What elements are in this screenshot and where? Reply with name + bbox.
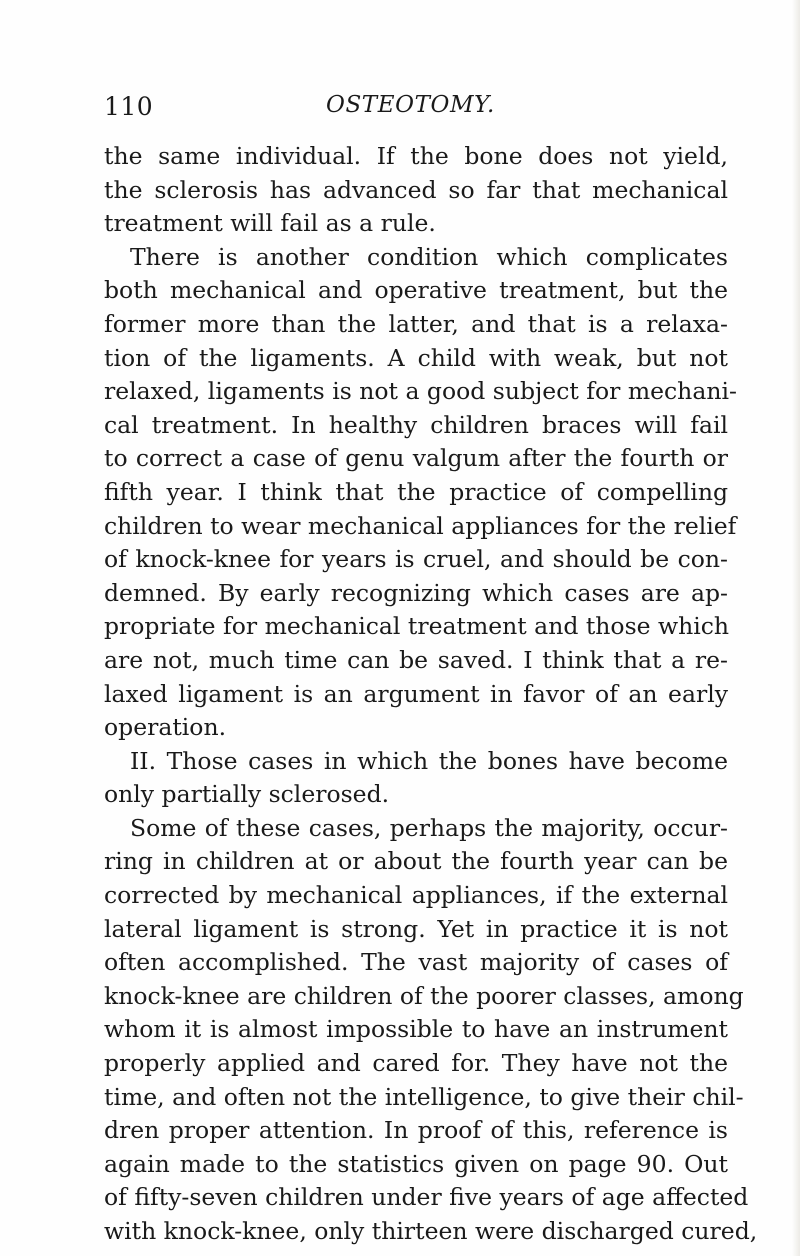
text-line: II. Those cases in which the bones have become: [130, 746, 728, 775]
text-line: operation.: [104, 713, 227, 742]
text-line: relaxed, ligaments is not a good subject for mechani-: [104, 377, 737, 406]
text-line: often accomplished. The vast majority of cases of: [104, 948, 728, 977]
text-line: Some of these cases, perhaps the majority, occur-: [130, 813, 728, 842]
text-line: treatment will fail as a rule.: [104, 209, 436, 238]
page-number: 110: [104, 92, 154, 121]
text-line: are not, much time can be saved. I think that a re-: [104, 645, 728, 674]
text-line: demned. By early recognizing which cases are ap-: [104, 578, 728, 607]
running-title: OSTEOTOMY.: [326, 92, 495, 118]
text-line: time, and often not the intelligence, to give their chil-: [104, 1082, 744, 1111]
text-line: propriate for mechanical treatment and those which: [104, 612, 730, 641]
page-header: [104, 92, 704, 132]
text-line: of knock-knee for years is cruel, and should be con-: [104, 545, 728, 574]
page-edge: [792, 0, 800, 1256]
text-line: tion of the ligaments. A child with weak, but not: [104, 343, 728, 372]
body-text: [104, 140, 758, 1249]
text-line: the sclerosis has advanced so far that mechanical: [104, 175, 728, 204]
text-line: There is another condition which complicates: [130, 242, 728, 271]
text-line: laxed ligament is an argument in favor of an early: [104, 679, 728, 708]
text-line: whom it is almost impossible to have an instrument: [104, 1015, 728, 1044]
text-line: properly applied and cared for. They have not the: [104, 1049, 728, 1078]
text-line: children to wear mechanical appliances for the relief: [104, 511, 737, 540]
text-line: again made to the statistics given on page 90. Out: [104, 1149, 728, 1178]
text-line: with knock-knee, only thirteen were discharged cured,: [104, 1217, 758, 1245]
text-line: to correct a case of genu valgum after the fourth or: [104, 444, 728, 473]
text-line: lateral ligament is strong. Yet in practice it is not: [104, 914, 728, 943]
text-line: ring in children at or about the fourth year can be: [104, 847, 728, 876]
text-line: both mechanical and operative treatment, but the: [104, 276, 728, 305]
text-line: of fifty-seven children under five years of age affected: [104, 1183, 749, 1212]
text-line: knock-knee are children of the poorer classes, among: [104, 981, 744, 1010]
text-line: cal treatment. In healthy children braces will fail: [104, 410, 728, 439]
text-line: only partially sclerosed.: [104, 780, 390, 809]
text-line: fifth year. I think that the practice of compelling: [104, 477, 728, 506]
text-line: former more than the latter, and that is a relaxa-: [104, 309, 728, 338]
text-line: the same individual. If the bone does not yield,: [104, 142, 728, 170]
text-line: corrected by mechanical appliances, if the external: [104, 881, 728, 910]
text-line: dren proper attention. In proof of this, reference is: [104, 1116, 728, 1145]
